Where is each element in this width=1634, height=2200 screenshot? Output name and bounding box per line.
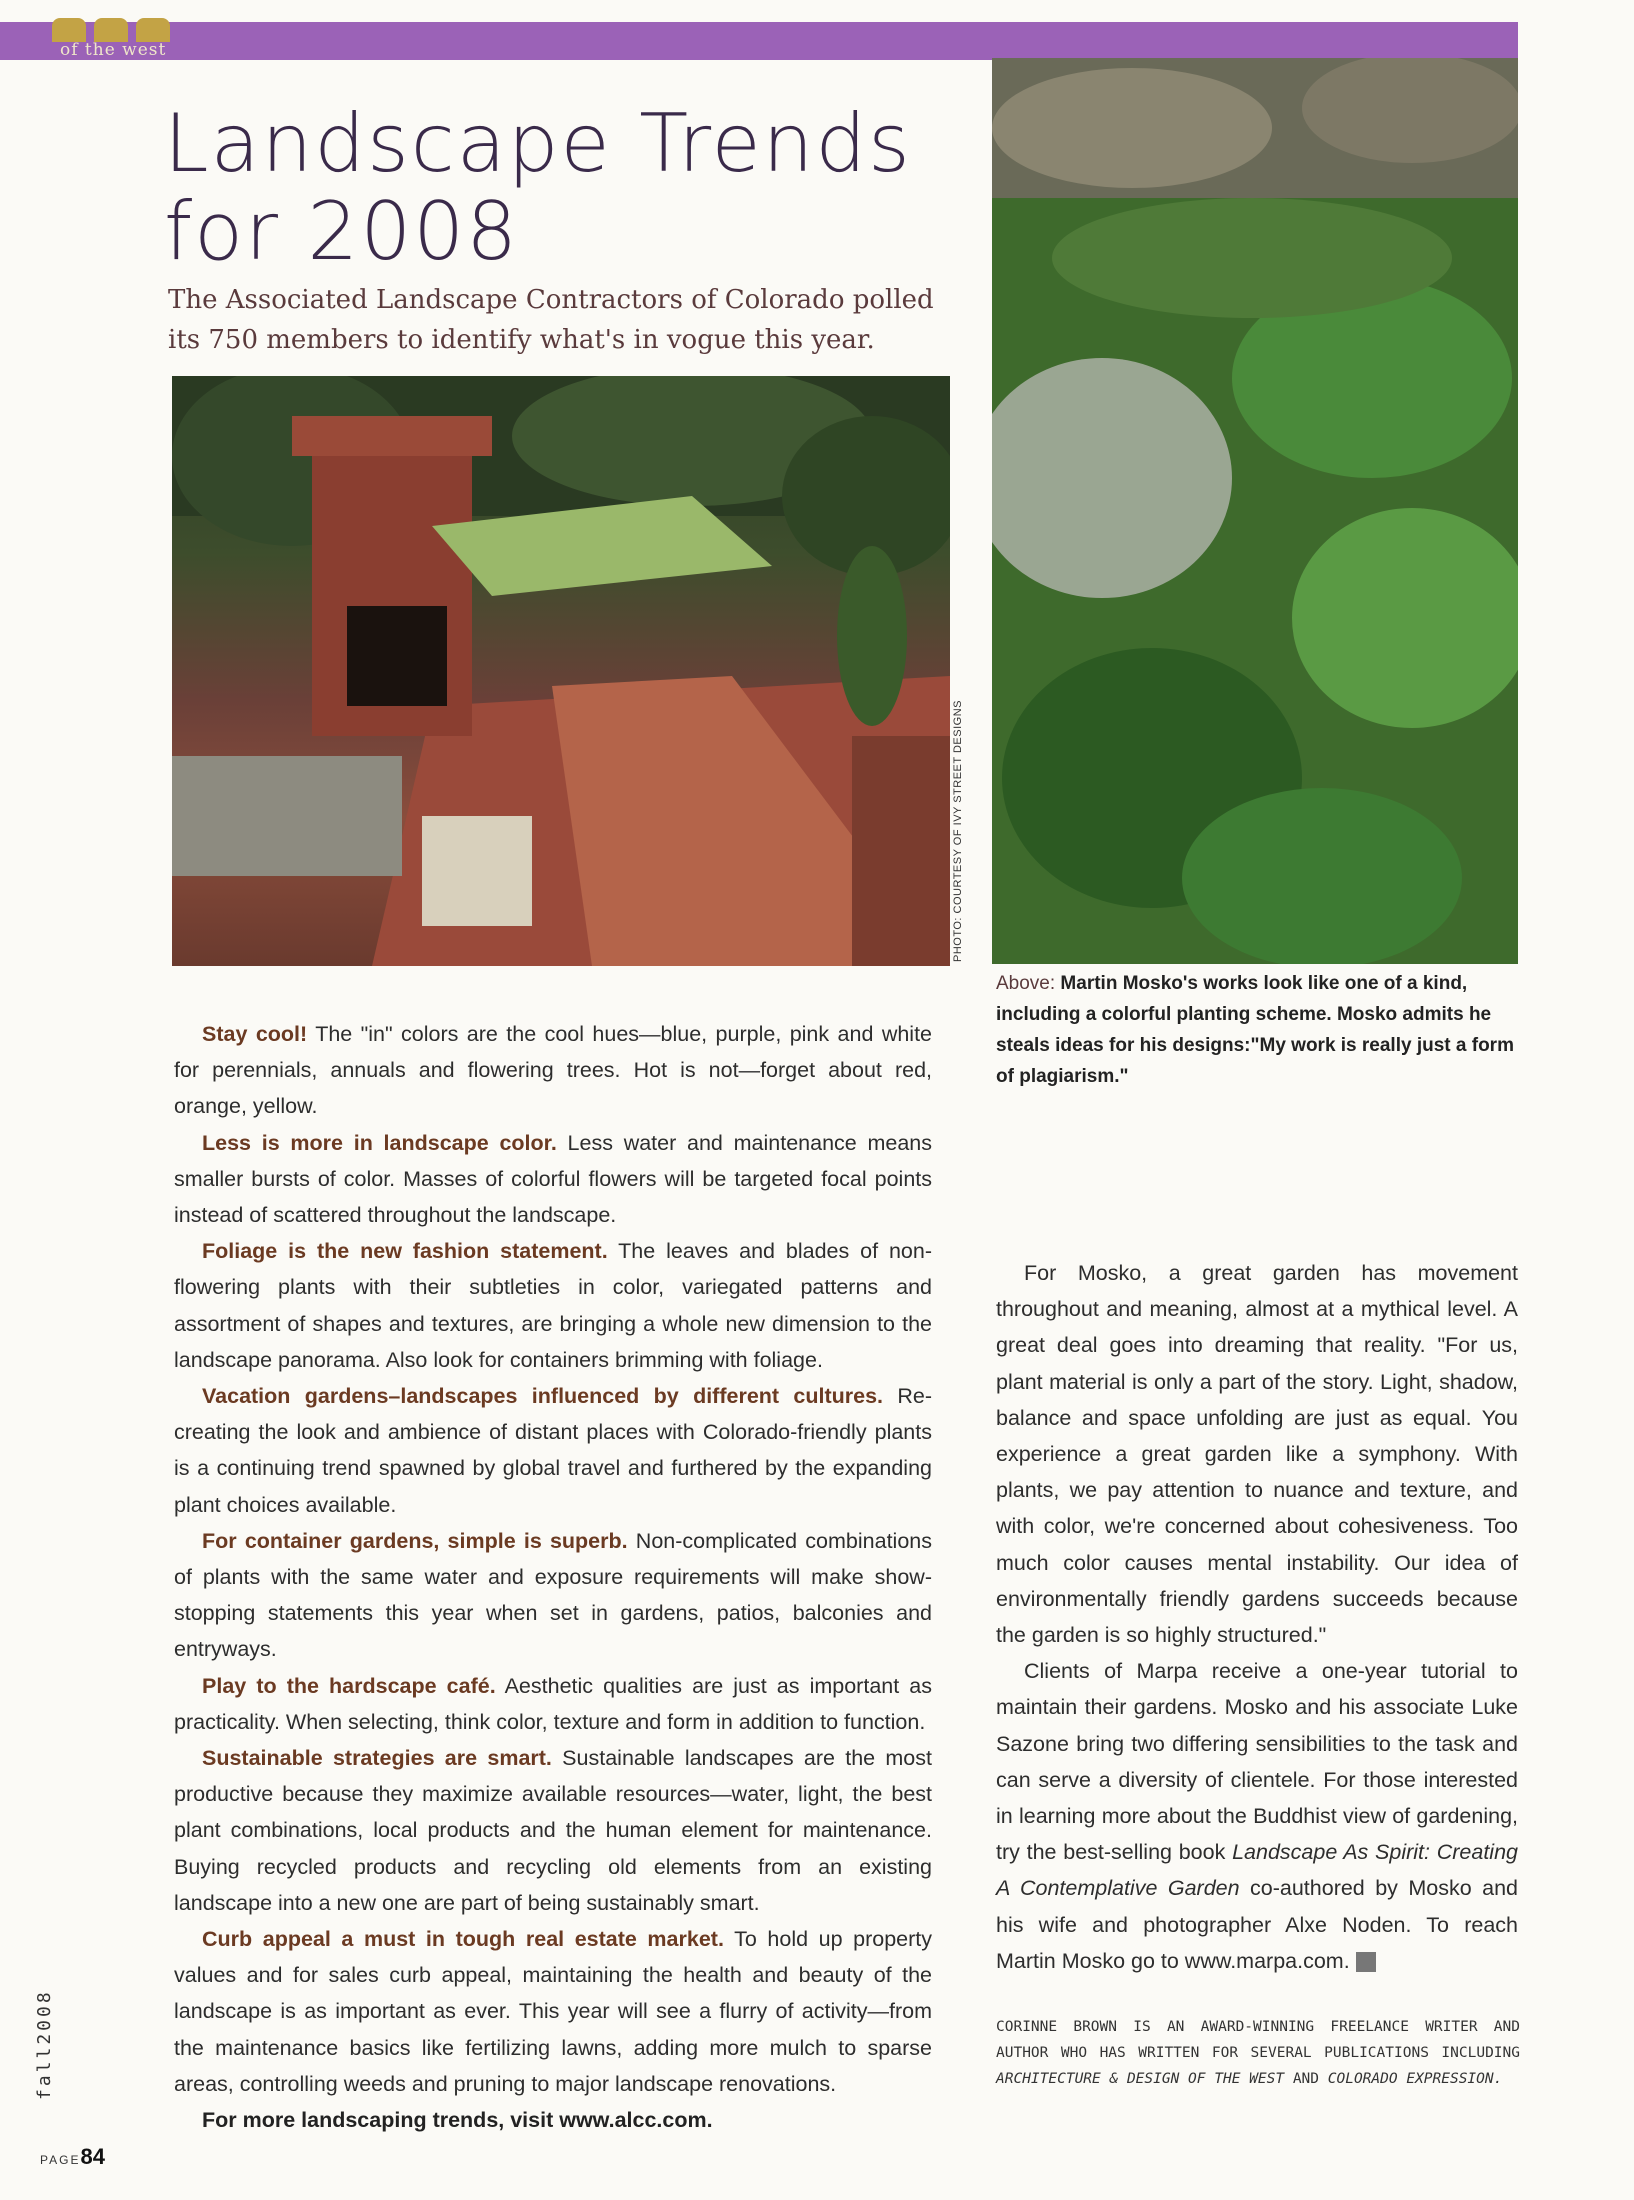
trend-body: Sustainable landscapes are the most productive because they maximize available resources—water, light, the best plant combinations, local products and the human element for maintenance. Buying recycled products and recycling old elements from an existing landscape into a new one are part of being sustainably smart.: [174, 1746, 932, 1915]
caption-lead: Above:: [996, 973, 1056, 994]
trend-body: The leaves and blades of non-flowering plants with their subtleties in color, variegated patterns and assortment of shapes and textures, are bringing a whole new dimension to the landscape panorama. Also look for containers brimming with foliage.: [174, 1239, 932, 1372]
end-mark-icon: [1356, 1952, 1376, 1972]
mosko-column: [996, 1255, 1518, 1979]
trend-paragraph: [174, 1378, 932, 1523]
trend-paragraph: [174, 1125, 932, 1234]
planting-scheme-photo: [992, 58, 1518, 964]
trend-heading: Stay cool!: [202, 1022, 308, 1046]
trend-heading: Less is more in landscape color.: [202, 1130, 557, 1155]
logo-tagline: of the west: [60, 40, 167, 60]
trend-paragraph: [174, 1740, 932, 1921]
trend-paragraph: [174, 1523, 932, 1668]
trend-heading: Play to the hardscape café.: [202, 1673, 496, 1698]
trend-heading: Curb appeal a must in tough real estate market.: [202, 1927, 724, 1952]
magazine-logo: [52, 18, 172, 62]
masthead-bar: [0, 22, 1518, 60]
book-title: Landscape As Spirit: Creating A Contemplative Garden: [996, 1840, 1518, 1901]
trend-heading: For container gardens, simple is superb.: [202, 1528, 628, 1553]
page-label: PAGE: [40, 2153, 81, 2167]
trend-body: Non-complicated combinations of plants with the same water and exposure requirements will make show-stopping statements this year when set in gardens, patios, balconies and entryways.: [174, 1528, 932, 1662]
trends-column: [174, 1016, 932, 2138]
page-number: [40, 2144, 105, 2170]
trend-paragraph: [174, 1016, 932, 1125]
article-subtitle: The Associated Landscape Contractors of Colorado polled its 750 members to identify what's in vogue this year.: [168, 285, 934, 355]
trend-body: Re-creating the look and ambience of distant places with Colorado-friendly plants is a continuing trend spawned by global travel and furthered by the expanding plant choices available.: [174, 1384, 932, 1517]
trend-body: The "in" colors are the cool hues—blue, purple, pink and white for perennials, annuals and flowering trees. Hot is not—forget about red, orange, yellow.: [174, 1022, 933, 1119]
trend-heading: Vacation gardens–landscapes influenced by different cultures.: [202, 1384, 884, 1409]
trend-paragraph: [174, 1668, 932, 1740]
issue-label: fall2008: [34, 1989, 55, 2100]
p2-text-a: Clients of Marpa receive a one-year tutorial to maintain their gardens. Mosko and his associate Luke Sazone bring two differing sensibilities to the task and can serve a diversity of clientele. For those interested in learning more about the Buddhist view of gardening, try the best-selling book: [996, 1659, 1518, 1865]
photo-credit: PHOTO: COURTESY OF IVY STREET DESIGNS: [952, 700, 964, 962]
bio-publication-2: COLORADO EXPRESSION.: [1327, 2071, 1503, 2087]
trend-paragraph: [174, 1921, 932, 2102]
caption-text: Martin Mosko's works look like one of a kind, including a colorful planting scheme. Mosko admits he steals ideas for his designs:"My work is really just a form of plagiarism.": [996, 973, 1514, 1087]
p2-text-b: co-authored by Mosko and his wife and photographer Alxe Noden. To reach Martin Mosko go to www.marpa.com.: [996, 1876, 1518, 1973]
photo-caption: [996, 968, 1520, 1092]
bio-and: AND: [1284, 2071, 1328, 2087]
mosko-paragraph-2: [996, 1653, 1518, 1979]
bio-publication-1: ARCHITECTURE & DESIGN OF THE WEST: [996, 2071, 1285, 2087]
mosko-paragraph-1: For Mosko, a great garden has movement throughout and meaning, almost at a mythical level. A great deal goes into dreaming that reality. "For us, plant material is only a part of the story. Light, shadow, balance and space unfolding are just as equal. You experience a great garden like a symphony. With plants, we pay attention to nuance and texture, and with color, we're concerned about cohesiveness. Too much color causes mental instability. Our idea of environmentally friendly gardens succeeds because the garden is so highly structured.": [996, 1261, 1518, 1648]
trend-body: Aesthetic qualities are just as important as practicality. When selecting, think color, texture and form in addition to function.: [174, 1673, 932, 1734]
trend-body: Less water and maintenance means smaller bursts of color. Masses of colorful flowers will be targeted focal points instead of scattered throughout the landscape.: [174, 1130, 932, 1228]
trend-heading: Foliage is the new fashion statement.: [202, 1239, 608, 1264]
title-line-1: Landscape Trends: [164, 97, 912, 190]
title-line-2: for 2008: [164, 185, 520, 278]
trend-heading: Sustainable strategies are smart.: [202, 1746, 552, 1771]
bio-text: CORINNE BROWN IS AN AWARD-WINNING FREELANCE WRITER AND AUTHOR WHO HAS WRITTEN FOR SEVERAL PUBLICATIONS INCLUDING: [996, 2019, 1520, 2061]
author-bio: [996, 2014, 1520, 2092]
article-title: [164, 97, 924, 278]
page-number-value: 84: [80, 2144, 105, 2169]
patio-fireplace-photo: [172, 376, 950, 966]
more-trends-link[interactable]: For more landscaping trends, visit www.alcc.com.: [202, 2108, 713, 2133]
trend-paragraph: [174, 1233, 932, 1378]
trend-body: To hold up property values and for sales curb appeal, maintaining the health and beauty of the landscape is as important as ever. This year will see a flurry of activity—from the maintenance basics like fertilizing lawns, adding more mulch to sparse areas, controlling weeds and pruning to major landscape renovations.: [174, 1927, 932, 2096]
